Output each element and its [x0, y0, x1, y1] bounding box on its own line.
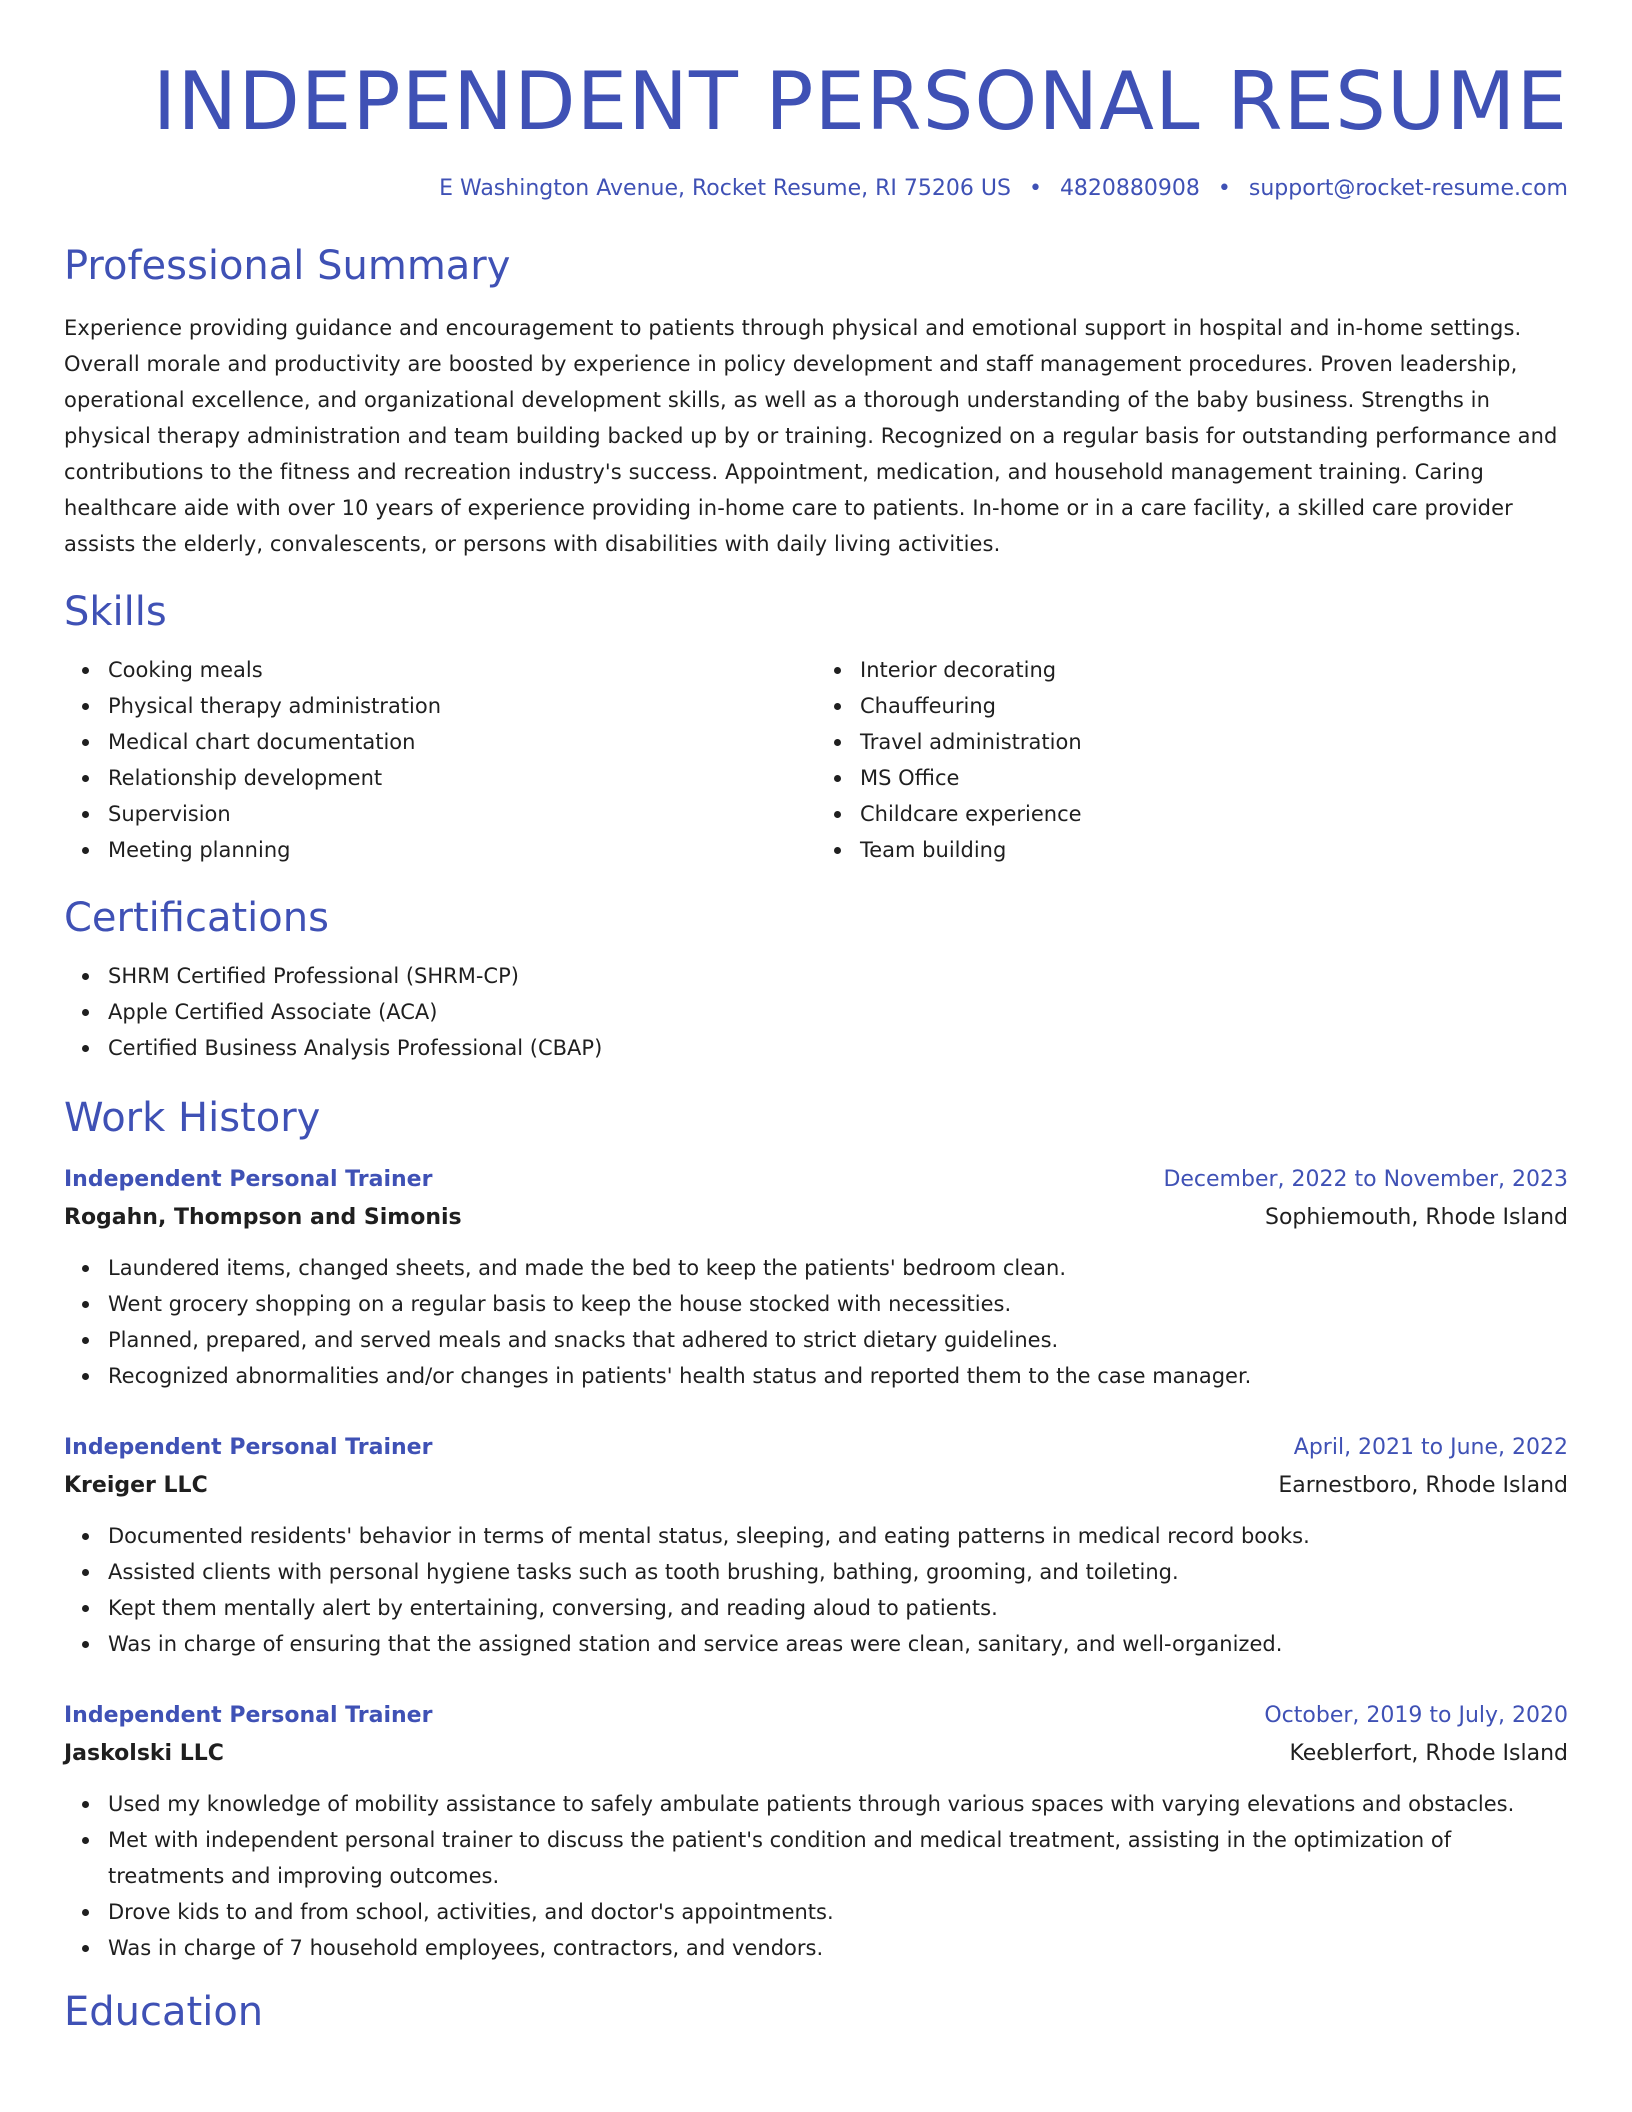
- skill-item: Physical therapy administration: [108, 688, 816, 724]
- skill-item: Chauffeuring: [860, 688, 1568, 724]
- job-duty: Recognized abnormalities and/or changes in patients' health status and reported them to the case manager.: [108, 1358, 1568, 1394]
- skill-item: Supervision: [108, 796, 816, 832]
- job-subheader: [64, 1198, 1568, 1238]
- job-dates: October, 2019 to July, 2020: [1264, 1703, 1568, 1728]
- job-entry: [64, 1698, 1568, 1966]
- skill-item: Team building: [860, 832, 1568, 868]
- job-duty: Was in charge of ensuring that the assigned station and service areas were clean, sanitary, and well-organized.: [108, 1626, 1568, 1662]
- job-title: Independent Personal Trainer: [64, 1703, 433, 1728]
- job-entry: [64, 1162, 1568, 1394]
- job-location: Keeblerfort, Rhode Island: [1289, 1741, 1568, 1766]
- job-duty: Documented residents' behavior in terms of mental status, sleeping, and eating patterns in medical record books.: [108, 1518, 1568, 1554]
- contact-phone[interactable]: 4820880908: [1059, 176, 1200, 201]
- job-duty: Met with independent personal trainer to discuss the patient's condition and medical treatment, assisting in the optimization of treatments and improving outcomes.: [108, 1822, 1568, 1894]
- job-duty: Was in charge of 7 household employees, contractors, and vendors.: [108, 1930, 1568, 1966]
- job-duty: Used my knowledge of mobility assistance to safely ambulate patients through various spaces with varying elevations and obstacles.: [108, 1786, 1568, 1822]
- resume-name: INDEPENDENT PERSONAL RESUME: [152, 55, 1568, 148]
- certification-item: Certified Business Analysis Professional (CBAP): [108, 1030, 1568, 1066]
- job-company: Rogahn, Thompson and Simonis: [64, 1205, 462, 1230]
- job-duty: Assisted clients with personal hygiene tasks such as tooth brushing, bathing, grooming, and toileting.: [108, 1554, 1568, 1590]
- job-duty: Kept them mentally alert by entertaining, conversing, and reading aloud to patients.: [108, 1590, 1568, 1626]
- job-title: Independent Personal Trainer: [64, 1435, 433, 1460]
- skill-item: Interior decorating: [860, 652, 1568, 688]
- skills-list-left: [64, 652, 816, 868]
- job-company: Kreiger LLC: [64, 1473, 208, 1498]
- job-title: Independent Personal Trainer: [64, 1167, 433, 1192]
- job-subheader: [64, 1466, 1568, 1506]
- job-duty: Drove kids to and from school, activities, and doctor's appointments.: [108, 1894, 1568, 1930]
- job-duties-list: [64, 1786, 1568, 1966]
- education-heading: Education: [64, 1989, 264, 2035]
- skill-item: Meeting planning: [108, 832, 816, 868]
- job-subheader: [64, 1734, 1568, 1774]
- skill-item: Travel administration: [860, 724, 1568, 760]
- job-duties-list: [64, 1518, 1568, 1662]
- job-duties-list: [64, 1250, 1568, 1394]
- contact-separator: •: [1028, 176, 1042, 201]
- job-header: [64, 1430, 1568, 1466]
- contact-email[interactable]: support@rocket-resume.com: [1248, 176, 1568, 201]
- skill-item: MS Office: [860, 760, 1568, 796]
- job-dates: April, 2021 to June, 2022: [1293, 1435, 1568, 1460]
- skills-columns: [64, 652, 1568, 868]
- job-location: Earnestboro, Rhode Island: [1278, 1473, 1568, 1498]
- job-duty: Laundered items, changed sheets, and made the bed to keep the patients' bedroom clean.: [108, 1250, 1568, 1286]
- skill-item: Relationship development: [108, 760, 816, 796]
- job-duty: Planned, prepared, and served meals and snacks that adhered to strict dietary guidelines.: [108, 1322, 1568, 1358]
- skills-heading: Skills: [64, 589, 167, 635]
- job-dates: December, 2022 to November, 2023: [1163, 1167, 1568, 1192]
- skill-item: Cooking meals: [108, 652, 816, 688]
- contact-address: E Washington Avenue, Rocket Resume, RI 75206 US: [439, 176, 1011, 201]
- certifications-list: [64, 958, 1568, 1066]
- skills-list-right: [816, 652, 1568, 868]
- job-location: Sophiemouth, Rhode Island: [1264, 1205, 1568, 1230]
- job-duty: Went grocery shopping on a regular basis to keep the house stocked with necessities.: [108, 1286, 1568, 1322]
- skill-item: Childcare experience: [860, 796, 1568, 832]
- job-entry: [64, 1430, 1568, 1662]
- job-header: [64, 1162, 1568, 1198]
- certification-item: Apple Certified Associate (ACA): [108, 994, 1568, 1030]
- contact-line: [64, 174, 1568, 204]
- summary-heading: Professional Summary: [64, 243, 511, 289]
- job-header: [64, 1698, 1568, 1734]
- skill-item: Medical chart documentation: [108, 724, 816, 760]
- contact-separator: •: [1217, 176, 1231, 201]
- work-history-heading: Work History: [64, 1095, 321, 1141]
- certifications-heading: Certifications: [64, 895, 329, 941]
- job-company: Jaskolski LLC: [64, 1741, 224, 1766]
- summary-text: Experience providing guidance and encouragement to patients through physical and emotional support in hospital and in-home settings. Overall morale and productivity are boosted by experience in policy development and staff management procedures. Proven leadership, operational excellence, and organizational development skills, as well as a thorough understanding of the baby business. Strengths in physical therapy administration and team building backed up by or training. Recognized on a regular basis for outstanding performance and contributions to the fitness and recreation industry's success. Appointment, medication, and household management training. Caring healthcare aide with over 10 years of experience providing in-home care to patients. In-home or in a care facility, a skilled care provider assists the elderly, convalescents, or persons with disabilities with daily living activities.: [64, 316, 1558, 556]
- certification-item: SHRM Certified Professional (SHRM-CP): [108, 958, 1568, 994]
